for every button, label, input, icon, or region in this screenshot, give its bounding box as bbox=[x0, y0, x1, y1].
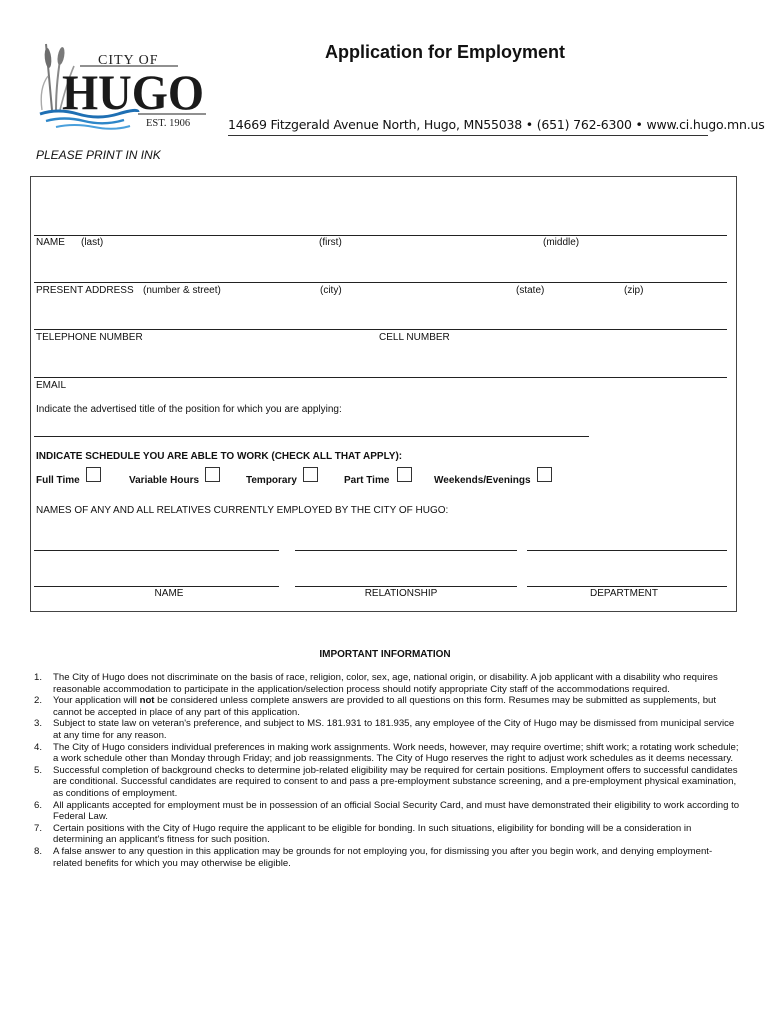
cattail-logo-graphic bbox=[38, 36, 210, 132]
address-field-line[interactable] bbox=[34, 282, 727, 283]
important-info-item bbox=[30, 765, 740, 800]
item-text-after: be considered unless complete answers are provided to all questions on this form. Resumes may be submitted as supplements, but cannot be accepted in place of any part of this application. bbox=[53, 695, 717, 718]
important-info-item bbox=[30, 846, 740, 869]
relative-1-name-line[interactable] bbox=[34, 550, 279, 551]
relative-1-relationship-line[interactable] bbox=[295, 550, 517, 551]
item-number: 2. bbox=[34, 695, 43, 707]
relatives-name-column-label: NAME bbox=[154, 588, 184, 599]
important-info-item bbox=[30, 718, 740, 741]
important-info-heading: IMPORTANT INFORMATION bbox=[319, 649, 451, 660]
position-field-line[interactable] bbox=[34, 436, 589, 437]
logo-est-text: EST. 1906 bbox=[146, 118, 191, 129]
item-text: The City of Hugo considers individual preferences in making work assignments. Work needs, however, may require overtime; shift work; a rotating work schedule; a work schedule other than Monday through Friday; and job reassignments. The City of Hugo reserves the right to adjust work schedules as it deems necessary. bbox=[53, 741, 739, 765]
item-text: Successful completion of background checks to determine job-related eligibility may be required for certain positions. Employment offers to successful candidates are conditional. Successful candidates are required to consent to and pass a pre-employment substance screening, and a pre-employment physical examination, as conditions of employment. bbox=[53, 764, 738, 799]
page-title: Application for Employment bbox=[324, 42, 565, 62]
relative-2-name-line[interactable] bbox=[34, 586, 279, 587]
contact-info: 14669 Fitzgerald Avenue North, Hugo, MN55038 • (651) 762-6300 • www.ci.hugo.mn.us bbox=[228, 117, 765, 132]
schedule-weekends-evenings-label: Weekends/Evenings bbox=[434, 475, 531, 486]
telephone-label: TELEPHONE NUMBER bbox=[36, 332, 143, 343]
print-instruction: PLEASE PRINT IN INK bbox=[36, 148, 161, 162]
item-text: Subject to state law on veteran's preference, and subject to MS. 181.931 to 181.935, any employee of the City of Hugo may be dismissed from municipal service at any time for any reason. bbox=[53, 718, 735, 741]
address-state-label: (state) bbox=[516, 285, 545, 296]
item-number: 8. bbox=[34, 845, 43, 857]
cell-label: CELL NUMBER bbox=[379, 332, 450, 343]
relatives-relationship-column-label: RELATIONSHIP bbox=[364, 588, 438, 599]
logo-hugo-text: HUGO bbox=[62, 64, 204, 120]
item-text: Certain positions with the City of Hugo require the applicant to be eligible for bonding. In such situations, eligibility for bonding will be a consideration in determining an applicant's fitness for such position. bbox=[53, 822, 692, 846]
item-number: 1. bbox=[34, 672, 43, 683]
important-info-item bbox=[30, 695, 740, 718]
item-number: 7. bbox=[34, 822, 43, 834]
name-field-line[interactable] bbox=[34, 235, 727, 236]
email-field-line[interactable] bbox=[34, 377, 727, 378]
item-text: A false answer to any question in this application may be grounds for not employing you, for dismissing you after you begin work, and denying employment-related benefits for which you may otherwise be eligible. bbox=[53, 845, 713, 869]
address-street-label: (number & street) bbox=[143, 285, 221, 296]
address-city-label: (city) bbox=[320, 285, 342, 296]
schedule-variable-hours-checkbox[interactable] bbox=[205, 467, 220, 482]
schedule-temporary-label: Temporary bbox=[246, 475, 297, 486]
schedule-full-time-checkbox[interactable] bbox=[86, 467, 101, 482]
important-info-item bbox=[30, 742, 740, 765]
name-label: NAME bbox=[36, 237, 65, 248]
item-text-before: Your application will bbox=[53, 695, 140, 707]
important-info-item bbox=[30, 672, 740, 695]
item-number: 5. bbox=[34, 764, 43, 776]
important-info-list bbox=[30, 672, 740, 869]
schedule-full-time-label: Full Time bbox=[36, 475, 80, 486]
item-text: The City of Hugo does not discriminate on the basis of race, religion, color, sex, age, national origin, or disability. A job applicant with a disability who requires reasonable accommodation to participate in the application/selection process should notify appropriate City staff of the accommodations required. bbox=[53, 672, 718, 695]
contact-divider bbox=[228, 135, 708, 136]
email-label: EMAIL bbox=[36, 380, 67, 391]
schedule-temporary-checkbox[interactable] bbox=[303, 467, 318, 482]
address-zip-label: (zip) bbox=[624, 285, 644, 296]
relative-1-department-line[interactable] bbox=[527, 550, 727, 551]
name-first-label: (first) bbox=[319, 237, 342, 248]
relatives-department-column-label: DEPARTMENT bbox=[590, 588, 658, 599]
logo-city-of-text: CITY OF bbox=[98, 53, 159, 68]
important-info-item bbox=[30, 800, 740, 823]
item-number: 3. bbox=[34, 718, 43, 730]
relative-2-department-line[interactable] bbox=[527, 586, 727, 587]
schedule-part-time-checkbox[interactable] bbox=[397, 467, 412, 482]
item-text: All applicants accepted for employment must be in possession of an official Social Security Card, and must have demonstrated their eligibility to work according to Federal Law. bbox=[53, 799, 740, 823]
important-info-item bbox=[30, 823, 740, 846]
name-last-label: (last) bbox=[81, 237, 104, 248]
position-prompt: Indicate the advertised title of the position for which you are applying: bbox=[36, 404, 342, 415]
schedule-part-time-label: Part Time bbox=[344, 475, 390, 486]
relatives-heading: NAMES OF ANY AND ALL RELATIVES CURRENTLY EMPLOYED BY THE CITY OF HUGO: bbox=[36, 505, 449, 516]
application-form-box bbox=[30, 176, 737, 612]
schedule-weekends-evenings-checkbox[interactable] bbox=[537, 467, 552, 482]
item-number: 6. bbox=[34, 799, 43, 811]
relative-2-relationship-line[interactable] bbox=[295, 586, 517, 587]
item-text-emphasis: not bbox=[139, 695, 155, 707]
name-middle-label: (middle) bbox=[543, 237, 580, 248]
address-label: PRESENT ADDRESS bbox=[36, 285, 134, 296]
schedule-heading: INDICATE SCHEDULE YOU ARE ABLE TO WORK (CHECK ALL THAT APPLY): bbox=[36, 451, 403, 462]
city-of-hugo-logo bbox=[38, 36, 210, 132]
schedule-variable-hours-label: Variable Hours bbox=[129, 475, 200, 486]
item-number: 4. bbox=[34, 741, 43, 753]
telephone-field-line[interactable] bbox=[34, 329, 727, 330]
